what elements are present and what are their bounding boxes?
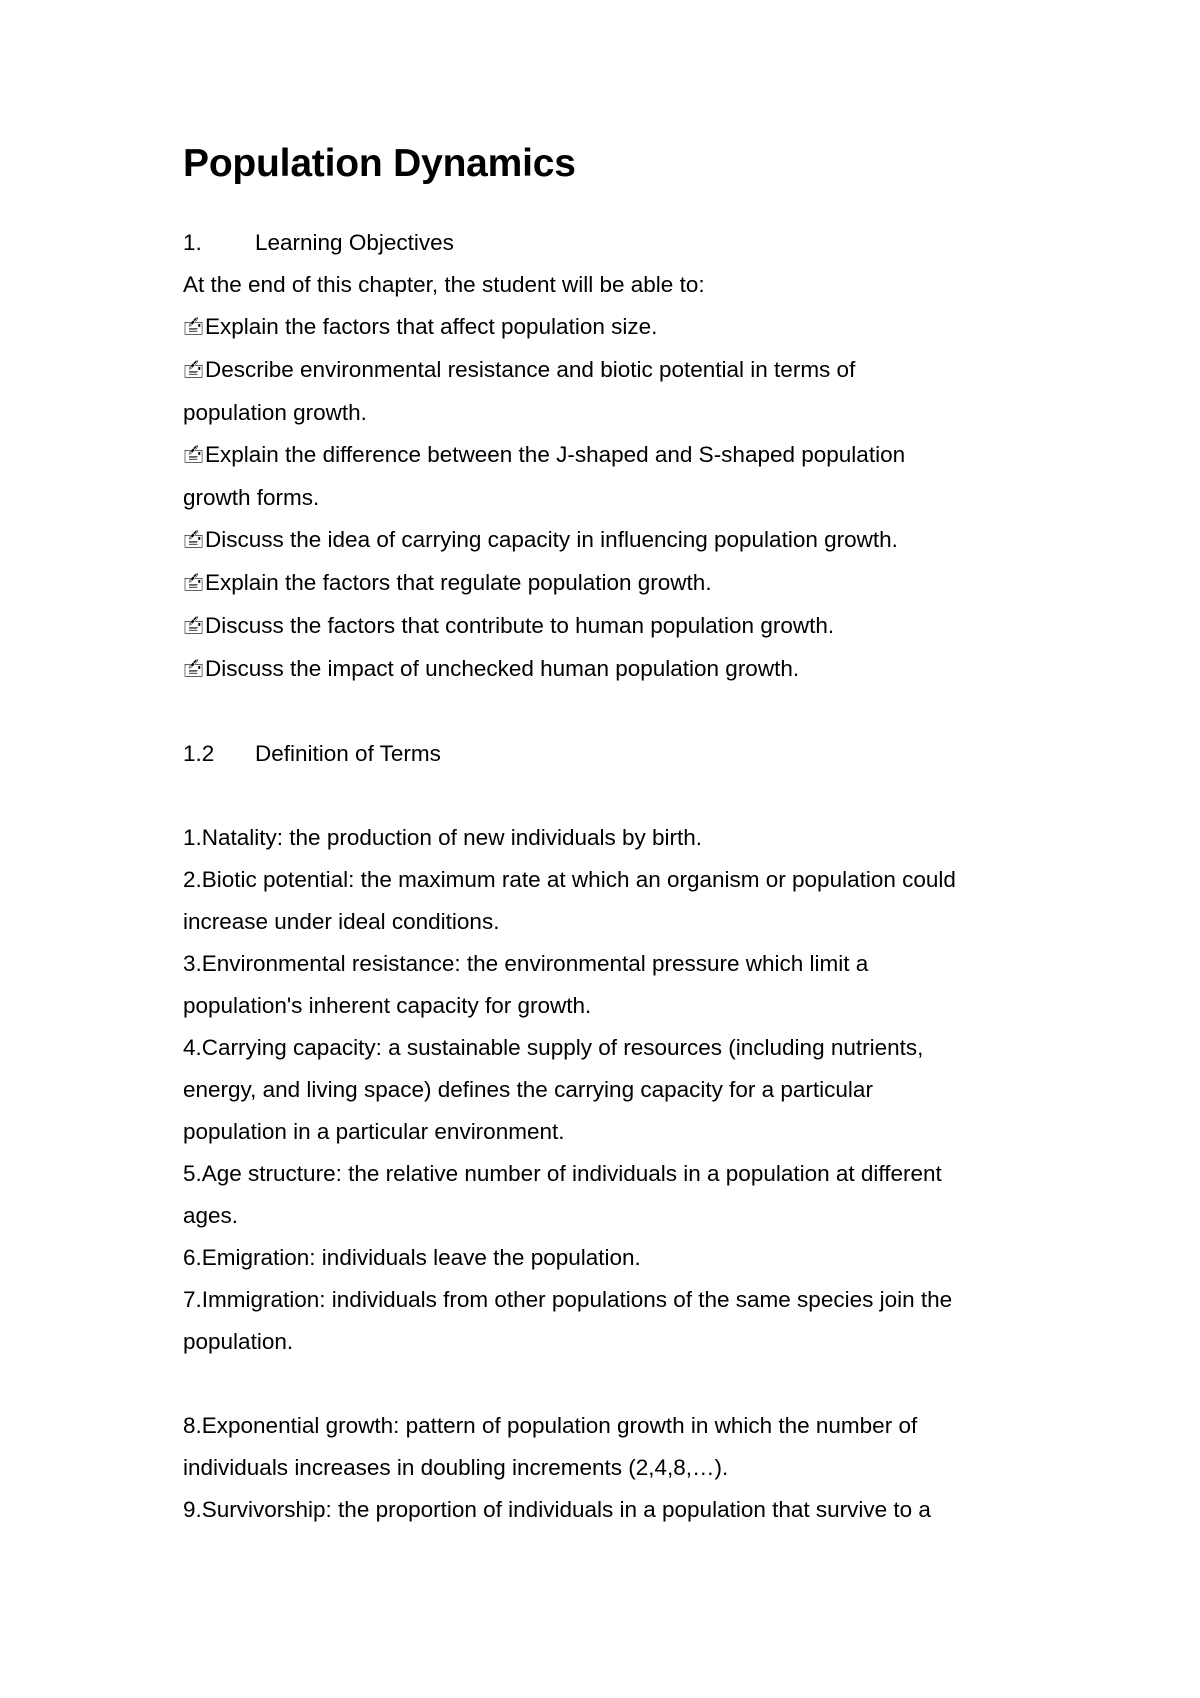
objective-text: Describe environmental resistance and biotic potential in terms of — [205, 357, 856, 382]
objective-text: Discuss the factors that contribute to human population growth. — [205, 613, 835, 638]
definition-line: 7.Immigration: individuals from other populations of the same species join the — [183, 1287, 953, 1312]
definition-line: 1.Natality: the production of new individuals by birth. — [183, 825, 703, 850]
objectives-intro: At the end of this chapter, the student will be able to: — [183, 272, 705, 297]
section-title: Learning Objectives — [255, 230, 454, 255]
objective-item — [183, 306, 1043, 349]
objective-line — [183, 434, 1043, 477]
objective-line — [183, 519, 1043, 562]
definition-line: 6.Emigration: individuals leave the population. — [183, 1245, 641, 1270]
objective-text: Discuss the impact of unchecked human population growth. — [205, 656, 800, 681]
pen-bullet-icon: 🖆 — [183, 446, 205, 466]
objective-text: growth forms. — [183, 485, 320, 510]
spacer — [183, 775, 1043, 817]
pen-bullet-icon: 🖆 — [183, 531, 205, 551]
definition-line: 5.Age structure: the relative number of individuals in a population at different — [183, 1161, 942, 1186]
objective-line — [183, 306, 1043, 349]
definition-item — [183, 1405, 1043, 1489]
section-number: 1.2 — [183, 741, 215, 766]
objective-item — [183, 519, 1043, 562]
objective-item — [183, 434, 1043, 519]
pen-bullet-icon: 🖆 — [183, 617, 205, 637]
pen-bullet-icon: 🖆 — [183, 574, 205, 594]
definition-line: 8.Exponential growth: pattern of population growth in which the number of — [183, 1413, 918, 1438]
section-number: 1. — [183, 230, 202, 255]
objective-line — [183, 605, 1043, 648]
objective-text: Explain the factors that regulate population growth. — [205, 570, 712, 595]
definition-item — [183, 1489, 1043, 1531]
spacer — [183, 1363, 1043, 1405]
document-page — [183, 140, 1043, 1531]
objective-item — [183, 562, 1043, 605]
objective-text: Discuss the idea of carrying capacity in influencing population growth. — [205, 527, 898, 552]
page-title: Population Dynamics — [183, 142, 576, 185]
pen-bullet-icon: 🖆 — [183, 660, 205, 680]
objective-text: population growth. — [183, 400, 367, 425]
objective-text: Explain the difference between the J-shaped and S-shaped population — [205, 442, 906, 467]
section-heading-definitions — [183, 733, 1043, 775]
objective-item — [183, 605, 1043, 648]
definition-item — [183, 1279, 1043, 1363]
definition-line: energy, and living space) defines the carrying capacity for a particular — [183, 1077, 873, 1102]
definition-line: 3.Environmental resistance: the environmental pressure which limit a — [183, 951, 869, 976]
objective-line — [183, 392, 1043, 434]
definition-line: increase under ideal conditions. — [183, 909, 500, 934]
pen-bullet-icon: 🖆 — [183, 318, 205, 338]
objectives-list — [183, 306, 1043, 691]
definition-item — [183, 1153, 1043, 1237]
objective-text: Explain the factors that affect population size. — [205, 314, 658, 339]
definition-line: individuals increases in doubling increments (2,4,8,…). — [183, 1455, 729, 1480]
section-title: Definition of Terms — [255, 741, 441, 766]
objective-line — [183, 349, 1043, 392]
definition-line: 9.Survivorship: the proportion of individuals in a population that survive to a — [183, 1497, 931, 1522]
spacer — [183, 691, 1043, 733]
definition-line: 4.Carrying capacity: a sustainable supply of resources (including nutrients, — [183, 1035, 924, 1060]
definition-item — [183, 859, 1043, 943]
definition-item — [183, 1027, 1043, 1153]
objective-item — [183, 349, 1043, 434]
objective-line — [183, 562, 1043, 605]
definitions-list — [183, 817, 1043, 1531]
definition-line: population's inherent capacity for growth. — [183, 993, 592, 1018]
objective-line — [183, 477, 1043, 519]
definition-item — [183, 1237, 1043, 1279]
objective-line — [183, 648, 1043, 691]
definition-line: ages. — [183, 1203, 239, 1228]
definition-line: population. — [183, 1329, 294, 1354]
definition-item — [183, 943, 1043, 1027]
definition-line: population in a particular environment. — [183, 1119, 565, 1144]
objective-item — [183, 648, 1043, 691]
section-heading-learning-objectives — [183, 222, 1043, 264]
definition-item — [183, 817, 1043, 859]
definition-line: 2.Biotic potential: the maximum rate at which an organism or population could — [183, 867, 956, 892]
pen-bullet-icon: 🖆 — [183, 361, 205, 381]
